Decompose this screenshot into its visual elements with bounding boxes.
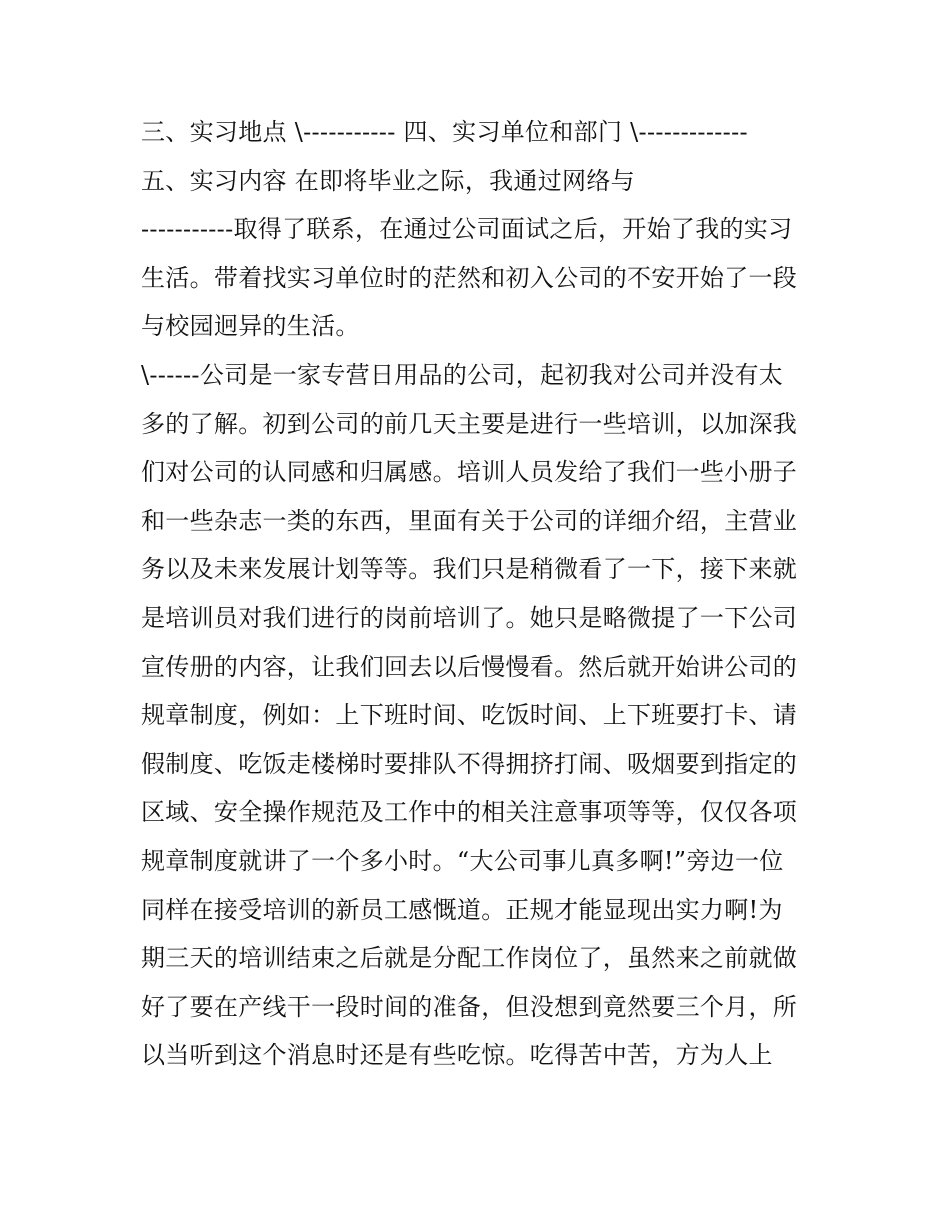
text-line: 期三天的培训结束之后就是分配工作岗位了，虽然来之前就做 xyxy=(141,944,798,973)
document-body xyxy=(141,108,831,1080)
text-line: 五、实习内容 在即将毕业之际，我通过网络与 xyxy=(141,166,635,195)
text-line: 务以及未来发展计划等等。我们只是稍微看了一下，接下来就 xyxy=(141,555,798,584)
text-line: 同样在接受培训的新员工感慨道。正规才能显现出实力啊!为 xyxy=(141,895,783,924)
text-line: 与校园迥异的生活。 xyxy=(141,312,360,341)
text-line: 假制度、吃饭走楼梯时要排队不得拥挤打闹、吸烟要到指定的 xyxy=(141,749,798,778)
text-line: -----------取得了联系，在通过公司面试之后，开始了我的实习 xyxy=(141,215,793,244)
text-line: 们对公司的认同感和归属感。培训人员发给了我们一些小册子 xyxy=(141,458,798,487)
text-line: \------公司是一家专营日用品的公司，起初我对公司并没有太 xyxy=(141,360,784,389)
text-line: 规章制度就讲了一个多小时。“大公司事儿真多啊!”旁边一位 xyxy=(141,846,784,875)
text-line: 宣传册的内容，让我们回去以后慢慢看。然后就开始讲公司的 xyxy=(141,652,798,681)
text-line: 和一些杂志一类的东西，里面有关于公司的详细介绍，主营业 xyxy=(141,506,798,535)
text-line: 生活。带着找实习单位时的茫然和初入公司的不安开始了一段 xyxy=(141,263,798,292)
text-line: 是培训员对我们进行的岗前培训了。她只是略微提了一下公司 xyxy=(141,603,798,632)
text-line: 好了要在产线干一段时间的准备，但没想到竟然要三个月，所 xyxy=(141,992,798,1021)
text-line: 三、实习地点 \----------- 四、实习单位和部门 \------------- xyxy=(141,118,748,146)
text-line: 多的了解。初到公司的前几天主要是进行一些培训，以加深我 xyxy=(141,409,798,438)
text-line: 区域、安全操作规范及工作中的相关注意事项等等，仅仅各项 xyxy=(141,798,798,827)
text-line: 以当听到这个消息时还是有些吃惊。吃得苦中苦，方为人上 xyxy=(141,1041,773,1070)
text-line: 规章制度，例如：上下班时间、吃饭时间、上下班要打卡、请 xyxy=(141,701,798,730)
